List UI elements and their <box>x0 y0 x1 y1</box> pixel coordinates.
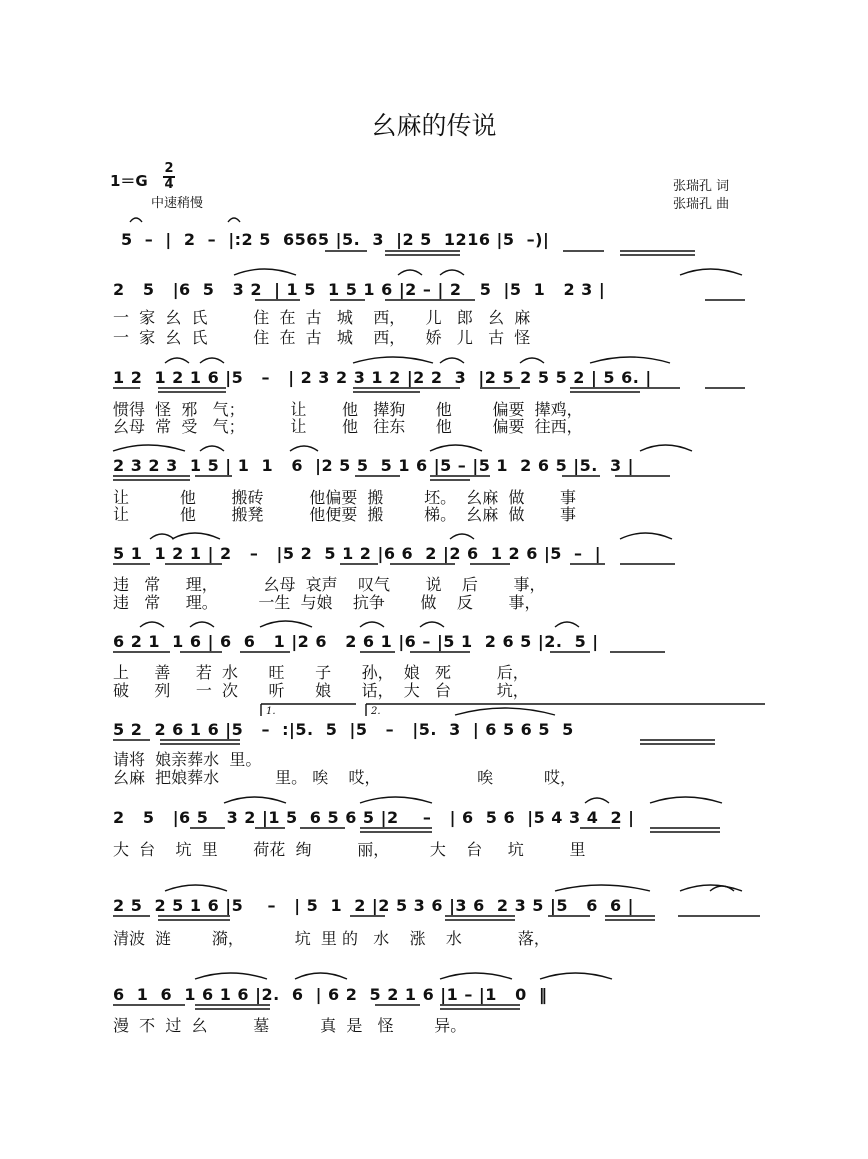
notation-row-7: 5 2 2 6 1 6 |5 – :|5. 5 |5 – |5. 3 | 6 5 6 5 5 <box>113 720 574 739</box>
notation-row-8: 2 5 |6 5 3 2 |1 5 6 5 6 5 |2 – | 6 5 6 |5 4 3 4 2 | <box>113 808 635 827</box>
notation-row-6: 6 2 1 1 6 | 6 6 1 |2 6 2 6 1 |6 – |5 1 2 6 5 |2. 5 | <box>113 632 599 651</box>
composer-credit: 张瑞孔 曲 <box>673 197 730 212</box>
lyricist-credit: 张瑞孔 词 <box>673 179 730 194</box>
notation-row-1: 5 – | 2 – |:2 5 6565 |5. 3 |2 5 1216 |5 –)| <box>121 230 550 249</box>
notation-row-10: 6 1 6 1 6 1 6 |2. 6 | 6 2 5 2 1 6 |1 – |1 0 ‖ <box>113 985 548 1004</box>
lyric-row-4-verse-1: 让 他 搬砖 他偏要 搬 坯。 幺麻 做 事 <box>113 488 577 507</box>
lyric-row-3-verse-2: 幺母 常 受 气； 让 他 往东 他 偏要 往西， <box>113 417 583 436</box>
lyric-row-2-verse-1: 一 家 幺 氏 住 在 古 城 西， 儿 郎 幺 麻 <box>113 308 531 327</box>
volta-1-label: 1. <box>266 706 276 717</box>
notation-row-2: 2 5 |6 5 3 2 | 1 5 1 5 1 6 |2 – | 2 5 |5 1 2 3 | <box>113 280 606 299</box>
notation-row-5: 5 1 1 2 1 | 2 – |5 2 5 1 2 |6 6 2 |2 6 1 2 6 |5 – | <box>113 544 602 563</box>
notation-row-9: 2 5 2 5 1 6 |5 – | 5 1 2 |2 5 3 6 |3 6 2 3 5 |5 6 6 | <box>113 896 635 915</box>
lyric-row-2-verse-2: 一 家 幺 氏 住 在 古 城 西， 娇 儿 古 怪 <box>113 328 531 347</box>
lyric-row-3-verse-1: 惯得 怪 邪 气； 让 他 撵狗 他 偏要 撵鸡， <box>113 400 583 419</box>
lyric-row-10: 漫 不 过 幺 墓 真 是 怪 异。 <box>113 1016 467 1035</box>
time-signature-bottom: 4 <box>164 177 174 192</box>
lyric-row-7-verse-1: 请将 娘亲葬水 里。 <box>113 750 262 769</box>
lyric-row-8: 大 台 坑 里 荷花 绚 丽， 大 台 坑 里 <box>113 840 586 859</box>
lyric-row-4-verse-2: 让 他 搬凳 他便要 搬 梯。 幺麻 做 事 <box>113 505 577 524</box>
lyric-row-7-verse-2: 幺麻 把娘葬水 里。 唉 哎， 唉 哎， <box>113 768 577 787</box>
tempo-marking: 中速稍慢 <box>151 196 204 211</box>
lyric-row-6-verse-2: 破 列 一 次 听 娘 话， 大 台 坑， <box>113 681 529 700</box>
key-signature: 1＝G <box>110 172 148 190</box>
lyric-row-6-verse-1: 上 善 若 水 旺 子 孙， 娘 死 后， <box>113 663 529 682</box>
song-title: 幺麻的传说 <box>371 111 497 140</box>
lyric-row-9: 清波 涟 漪， 坑 里 的 水 涨 水 落， <box>113 929 550 948</box>
notation-row-3: 1 2 1 2 1 6 |5 – | 2 3 2 3 1 2 |2 2 3 |2 5 2 5 5 2 | 5 6. | <box>113 368 652 387</box>
lyric-row-5-verse-1: 违 常 理， 幺母 哀声 叹气 说 后 事， <box>113 575 546 594</box>
lyric-row-5-verse-2: 违 常 理。 一生 与娘 抗争 做 反 事， <box>113 593 541 612</box>
notation-row-4: 2 3 2 3 1 5 | 1 1 6 |2 5 5 5 1 6 |5 – |5 1 2 6 5 |5. 3 | <box>113 456 635 475</box>
time-signature-top: 2 <box>164 161 174 176</box>
volta-2-label: 2. <box>371 706 381 717</box>
fermata-mark-1 <box>130 218 142 222</box>
fermata-mark-2 <box>228 218 240 222</box>
